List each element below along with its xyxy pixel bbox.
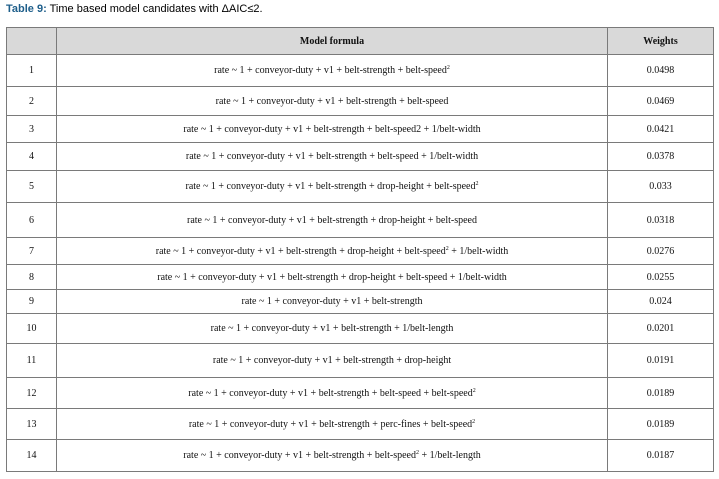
formula-superscript: 2 <box>446 65 450 71</box>
weight-value: 0.0189 <box>646 387 675 399</box>
model-formula: rate ~ 1 + conveyor-duty + v1 + belt-strength + belt-speed2 + 1/belt-width <box>183 123 481 135</box>
row-number: 5 <box>29 181 34 192</box>
table-row <box>7 55 714 87</box>
weight-value: 0.024 <box>649 296 672 307</box>
weight-cell <box>608 87 714 116</box>
weight-cell <box>608 344 714 378</box>
row-number-cell <box>7 378 57 409</box>
table-row <box>7 290 714 314</box>
table-row <box>7 314 714 344</box>
model-formula-cell <box>57 238 608 265</box>
weight-value: 0.0255 <box>646 271 675 283</box>
model-table <box>6 27 714 472</box>
model-formula-cell <box>57 116 608 143</box>
weight-cell <box>608 265 714 290</box>
weight-cell <box>608 55 714 87</box>
weight-cell <box>608 238 714 265</box>
row-number: 13 <box>26 418 37 430</box>
model-formula-cell <box>57 87 608 116</box>
weight-value: 0.033 <box>649 181 672 192</box>
weight-cell <box>608 116 714 143</box>
row-number-cell <box>7 409 57 440</box>
row-number-cell <box>7 265 57 290</box>
model-formula: rate ~ 1 + conveyor-duty + v1 + belt-strength + perc-fines + belt-speed <box>188 418 473 430</box>
row-number: 14 <box>26 450 37 461</box>
model-formula: rate ~ 1 + conveyor-duty + v1 + belt-strength + belt-speed + 1/belt-width <box>185 151 479 162</box>
weight-cell <box>608 290 714 314</box>
model-formula-cell <box>57 290 608 314</box>
weight-value: 0.0498 <box>646 65 675 76</box>
row-number-cell <box>7 143 57 171</box>
row-number-cell <box>7 314 57 344</box>
model-formula-cell <box>57 171 608 203</box>
model-formula-cell <box>57 265 608 290</box>
row-number: 3 <box>29 123 34 135</box>
model-formula-cell <box>57 203 608 238</box>
table-row <box>7 171 714 203</box>
formula-superscript: 2 <box>475 181 479 187</box>
table-row <box>7 440 714 472</box>
weight-value: 0.0189 <box>646 418 675 430</box>
row-number: 4 <box>29 151 34 162</box>
caption-text: Time based model candidates with ΔAIC≤2. <box>49 3 263 15</box>
model-formula-cell <box>57 378 608 409</box>
formula-superscript: 2 <box>472 387 476 394</box>
header-model-formula: Model formula <box>57 28 608 55</box>
header-number <box>7 28 57 55</box>
formula-superscript: 2 <box>472 418 476 425</box>
row-number: 10 <box>26 323 37 334</box>
row-number: 8 <box>29 271 34 283</box>
row-number-cell <box>7 203 57 238</box>
weight-cell <box>608 440 714 472</box>
table-row <box>7 116 714 143</box>
row-number-cell <box>7 440 57 472</box>
row-number: 2 <box>29 95 34 107</box>
weight-value: 0.0421 <box>646 123 675 135</box>
table-caption <box>6 3 263 15</box>
weight-value: 0.0276 <box>646 245 675 257</box>
row-number: 6 <box>29 214 34 226</box>
row-number-cell <box>7 55 57 87</box>
row-number-cell <box>7 290 57 314</box>
table-row <box>7 409 714 440</box>
model-formula: rate ~ 1 + conveyor-duty + v1 + belt-strength + drop-height + belt-speed <box>155 245 446 257</box>
table-header-row <box>7 28 714 55</box>
model-formula: rate ~ 1 + conveyor-duty + v1 + belt-strength + belt-speed + belt-speed <box>188 387 473 399</box>
table-row <box>7 203 714 238</box>
weight-cell <box>608 378 714 409</box>
row-number: 11 <box>26 355 37 366</box>
table-body <box>7 55 714 472</box>
model-formula-cell <box>57 344 608 378</box>
row-number: 1 <box>29 65 34 76</box>
model-formula-cell <box>57 55 608 87</box>
weight-value: 0.0201 <box>646 323 675 334</box>
row-number-cell <box>7 238 57 265</box>
weight-value: 0.0378 <box>646 151 675 162</box>
row-number: 9 <box>29 296 34 307</box>
model-formula: rate ~ 1 + conveyor-duty + v1 + belt-strength + drop-height <box>212 355 452 366</box>
model-formula-cell <box>57 440 608 472</box>
model-formula: rate ~ 1 + conveyor-duty + v1 + belt-strength + belt-speed <box>215 95 449 107</box>
weight-cell <box>608 409 714 440</box>
weight-value: 0.0191 <box>646 355 675 366</box>
row-number-cell <box>7 344 57 378</box>
row-number: 7 <box>29 245 34 257</box>
weight-value: 0.0187 <box>646 450 675 461</box>
weight-value: 0.0469 <box>646 95 675 107</box>
caption-label: Table 9: <box>6 3 47 15</box>
formula-superscript: 2 <box>445 245 449 252</box>
weight-cell <box>608 314 714 344</box>
table-row <box>7 265 714 290</box>
model-formula-cell <box>57 314 608 344</box>
table-row <box>7 87 714 116</box>
formula-tail: + 1/belt-length <box>418 450 481 461</box>
model-formula: rate ~ 1 + conveyor-duty + v1 + belt-strength + drop-height + belt-speed + 1/belt-width <box>157 271 507 283</box>
table-row <box>7 344 714 378</box>
model-formula: rate ~ 1 + conveyor-duty + v1 + belt-strength + belt-speed <box>214 65 447 76</box>
table-row <box>7 143 714 171</box>
row-number-cell <box>7 87 57 116</box>
weight-cell <box>608 171 714 203</box>
model-formula: rate ~ 1 + conveyor-duty + v1 + belt-strength + belt-speed <box>183 450 416 461</box>
model-formula-cell <box>57 409 608 440</box>
weight-value: 0.0318 <box>646 214 675 226</box>
table-row <box>7 238 714 265</box>
weight-cell <box>608 143 714 171</box>
model-formula: rate ~ 1 + conveyor-duty + v1 + belt-strength + 1/belt-length <box>210 323 454 334</box>
model-formula: rate ~ 1 + conveyor-duty + v1 + belt-strength <box>241 296 423 307</box>
table-row <box>7 378 714 409</box>
model-formula: rate ~ 1 + conveyor-duty + v1 + belt-strength + drop-height + belt-speed <box>187 214 477 226</box>
weight-cell <box>608 203 714 238</box>
formula-tail: + 1/belt-width <box>448 245 509 257</box>
model-formula: rate ~ 1 + conveyor-duty + v1 + belt-strength + drop-height + belt-speed <box>185 181 476 192</box>
header-weights: Weights <box>608 28 714 55</box>
formula-superscript: 2 <box>415 450 419 456</box>
row-number-cell <box>7 171 57 203</box>
row-number: 12 <box>26 387 37 399</box>
model-formula-cell <box>57 143 608 171</box>
row-number-cell <box>7 116 57 143</box>
